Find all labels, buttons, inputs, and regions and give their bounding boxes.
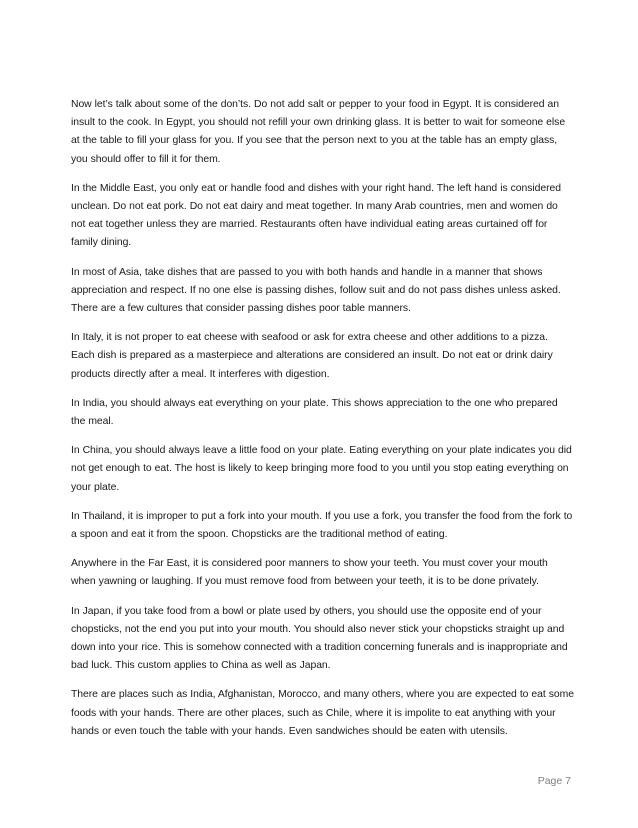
paragraph-donts-egypt: Now let’s talk about some of the don’ts. Do not add salt or pepper to your food in Egypt. It is considered an insult to the cook. In Egypt, you should not refill your own drinking glass. It is better to wait for someone else at the table to fill your glass for you. If you see that the person next to you at the table has an empty glass, you should offer to fill it for them. xyxy=(71,99,566,165)
paragraph-middle-east: In the Middle East, you only eat or handle food and dishes with your right hand. The left hand is considered unclean. Do not eat pork. Do not eat dairy and meat together. In many Arab countries, men and women do not eat together unless they are married. Restaurants often have individual eating areas curtained off for family dining. xyxy=(71,182,561,249)
paragraph-india: In India, you should always eat everything on your plate. This shows appreciation to the one who prepared the meal. xyxy=(71,397,558,428)
body-text xyxy=(71,96,574,752)
page-number: Page 7 xyxy=(537,775,571,787)
paragraph-italy: In Italy, it is not proper to eat cheese with seafood or ask for extra cheese and other additions to a pizza. Each dish is prepared as a masterpiece and alterations are considered an insult. Do not eat or drink dairy products directly after a meal. It interferes with digestion. xyxy=(71,332,553,380)
paragraph-asia: In most of Asia, take dishes that are passed to you with both hands and handle in a manner that shows appreciation and respect. If no one else is passing dishes, follow suit and do not pass dishes unless asked. There are a few cultures that consider passing dishes poor table manners. xyxy=(71,266,561,315)
paragraph-japan: In Japan, if you take food from a bowl or plate used by others, you should use the opposite end of your chopsticks, not the end you put into your mouth. You should also never stick your chopsticks straight up and down into your rice. This is somehow connected with a tradition concerning funerals and is inappropriate and bad luck. This custom applies to China as well as Japan. xyxy=(71,605,568,672)
paragraph-far-east: Anywhere in the Far East, it is considered poor manners to show your teeth. You must cover your mouth when yawning or laughing. If you must remove food from between your teeth, it is to be done privately. xyxy=(71,558,548,588)
paragraph-china: In China, you should always leave a little food on your plate. Eating everything on your plate indicates you did not get enough to eat. The host is likely to keep bringing more food to you until you stop eating everything on your plate. xyxy=(71,445,572,493)
paragraph-eating-with-hands: There are places such as India, Afghanistan, Morocco, and many others, where you are expected to eat some foods with your hands. There are other places, such as Chile, where it is impolite to eat anything with your hands or even touch the table with your hands. Even sandwiches should be eaten with utensils. xyxy=(71,689,574,737)
paragraph-thailand: In Thailand, it is improper to put a fork into your mouth. If you use a fork, you transfer the food from the fork to a spoon and eat it from the spoon. Chopsticks are the traditional method of eating. xyxy=(71,510,573,541)
